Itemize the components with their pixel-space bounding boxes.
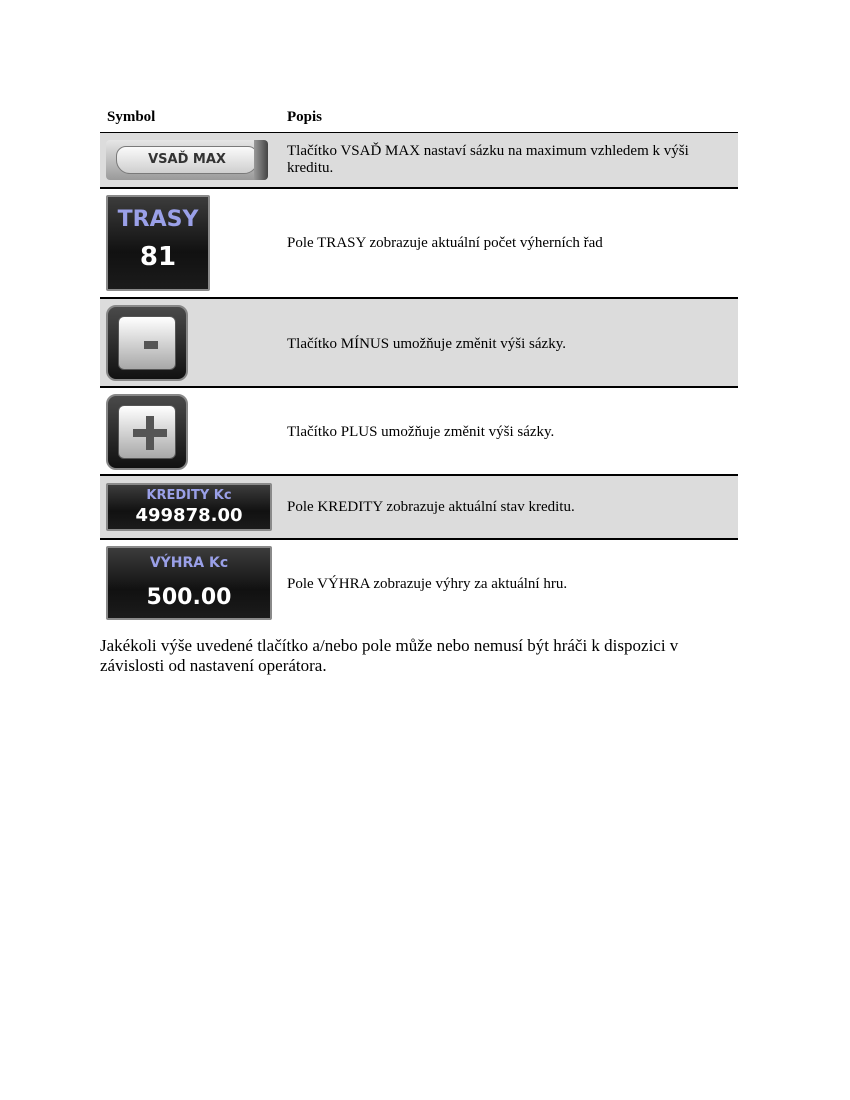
- header-symbol: Symbol: [107, 109, 156, 125]
- plus-description: Tlačítko PLUS umožňuje změnit výši sázky.: [287, 424, 555, 440]
- win-field-image: [106, 546, 272, 620]
- table-row-win: [100, 540, 738, 624]
- minus-icon: [106, 305, 188, 381]
- lines-field-label: TRASY: [117, 207, 199, 232]
- win-field-label: VÝHRA Kc: [149, 555, 229, 571]
- win-description: Pole VÝHRA zobrazuje výhry za aktuální hru.: [287, 576, 568, 592]
- lines-description: Pole TRASY zobrazuje aktuální počet výherních řad: [287, 235, 603, 251]
- lines-field-image: [106, 195, 210, 291]
- plus-icon: [106, 394, 188, 470]
- table-row-credit: [100, 476, 738, 540]
- table-header: [100, 108, 738, 133]
- win-field-value: 500.00: [146, 585, 232, 610]
- table-row-plus: [100, 388, 738, 476]
- credit-field-value: 499878.00: [135, 505, 243, 526]
- table-row-max-bet: [100, 133, 738, 189]
- credit-field-label: KREDITY Kc: [146, 488, 232, 503]
- header-description: Popis: [287, 109, 323, 125]
- lines-field-value: 81: [139, 242, 177, 272]
- availability-note: Jakékoli výše uvedené tlačítko a/nebo pole může nebo nemusí být hráči k dispozici v závislosti od nastavení operátora.: [100, 636, 679, 675]
- credit-description: Pole KREDITY zobrazuje aktuální stav kreditu.: [287, 499, 575, 515]
- max-bet-description: Tlačítko VSAĎ MAX nastaví sázku na maximum vzhledem k výši kreditu.: [287, 143, 689, 176]
- minus-description: Tlačítko MÍNUS umožňuje změnit výši sázky.: [287, 336, 566, 352]
- table-row-minus: [100, 299, 738, 388]
- max-bet-label: VSAĎ MAX: [116, 146, 258, 174]
- credit-field-image: [106, 483, 272, 531]
- table-row-lines: [100, 189, 738, 299]
- max-bet-button-image: [106, 140, 268, 180]
